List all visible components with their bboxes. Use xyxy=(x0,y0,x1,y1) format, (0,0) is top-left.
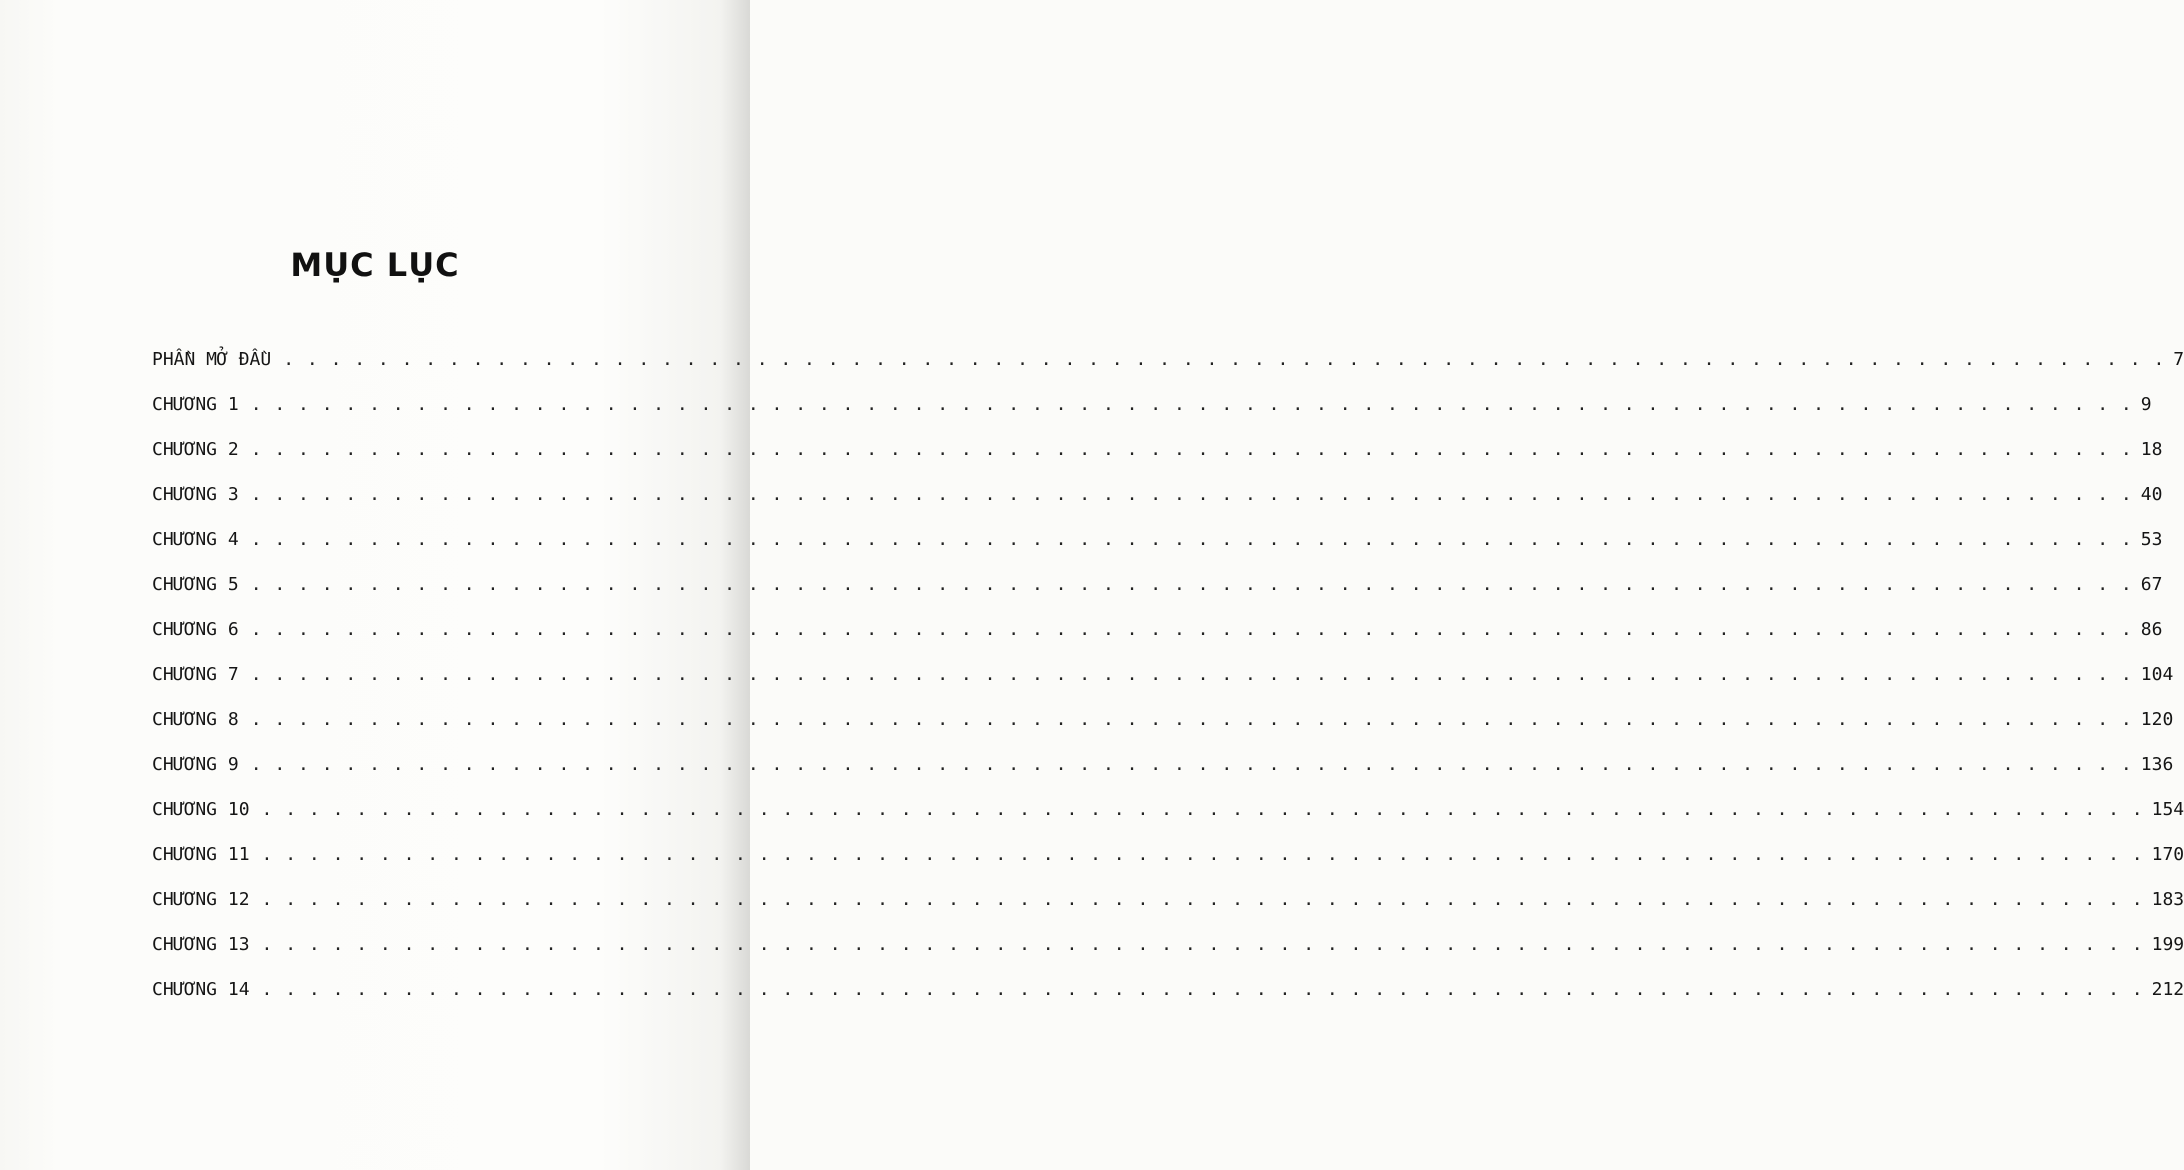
toc-entry-label: CHƯƠNG 7 xyxy=(152,664,239,685)
toc-entry-page-number: 9 xyxy=(2140,394,2152,415)
toc-entry xyxy=(152,888,2184,933)
toc-entry-label: CHƯƠNG 12 xyxy=(152,889,250,910)
dot-leader: . . . . . . . . . . . . . . . . . . . . . . . . . . . . . . . . . . . . . . . . . . . . . . . . . . . . . . . . . . . . . . . . . . . . . . . . . . . . . . . . xyxy=(250,484,2133,505)
toc-entry-label: CHƯƠNG 13 xyxy=(152,934,250,955)
dot-leader: . . . . . . . . . . . . . . . . . . . . . . . . . . . . . . . . . . . . . . . . . . . . . . . . . . . . . . . . . . . . . . . . . . . . . . . . . . . . . . . . xyxy=(250,619,2133,640)
dot-leader: . . . . . . . . . . . . . . . . . . . . . . . . . . . . . . . . . . . . . . . . . . . . . . . . . . . . . . . . . . . . . . . . . . . . . . . . . . . . . . . . xyxy=(261,934,2144,955)
toc-entry-page-number: 199 xyxy=(2151,934,2184,955)
toc-entry-label: CHƯƠNG 4 xyxy=(152,529,239,550)
toc-entry-page-number: 183 xyxy=(2151,889,2184,910)
dot-leader: . . . . . . . . . . . . . . . . . . . . . . . . . . . . . . . . . . . . . . . . . . . . . . . . . . . . . . . . . . . . . . . . . . . . . . . . . . . . . . . . xyxy=(250,754,2133,775)
toc-entry-page-number: 104 xyxy=(2140,664,2174,685)
toc-entry-label: CHƯƠNG 3 xyxy=(152,484,239,505)
toc-entry-label: CHƯƠNG 2 xyxy=(152,439,239,460)
toc-entry-page-number: 53 xyxy=(2140,529,2163,550)
toc-entry xyxy=(152,978,2184,1023)
toc-entry-page-number: 40 xyxy=(2140,484,2163,505)
dot-leader: . . . . . . . . . . . . . . . . . . . . . . . . . . . . . . . . . . . . . . . . . . . . . . . . . . . . . . . . . . . . . . . . . . . . . . . . . . . . . . . . xyxy=(250,664,2133,685)
toc-entry xyxy=(152,798,2184,843)
dot-leader: . . . . . . . . . . . . . . . . . . . . . . . . . . . . . . . . . . . . . . . . . . . . . . . . . . . . . . . . . . . . . . . . . . . . . . . . . . . . . . . . xyxy=(261,979,2144,1000)
dot-leader: . . . . . . . . . . . . . . . . . . . . . . . . . . . . . . . . . . . . . . . . . . . . . . . . . . . . . . . . . . . . . . . . . . . . . . . . . . . . . . . . xyxy=(250,529,2133,550)
toc-entry-page-number: 136 xyxy=(2140,754,2174,775)
toc-entry-label: CHƯƠNG 8 xyxy=(152,709,239,730)
toc-entry-page-number: 18 xyxy=(2140,439,2163,460)
dot-leader: . . . . . . . . . . . . . . . . . . . . . . . . . . . . . . . . . . . . . . . . . . . . . . . . . . . . . . . . . . . . . . . . . . . . . . . . . . . . . . . . xyxy=(261,844,2144,865)
toc-entry xyxy=(152,573,2163,618)
dot-leader: . . . . . . . . . . . . . . . . . . . . . . . . . . . . . . . . . . . . . . . . . . . . . . . . . . . . . . . . . . . . . . . . . . . . . . . . . . . . . . . . xyxy=(250,439,2133,460)
dot-leader: . . . . . . . . . . . . . . . . . . . . . . . . . . . . . . . . . . . . . . . . . . . . . . . . . . . . . . . . . . . . . . . . . . . . . . . . . . . . . . . . xyxy=(250,574,2133,595)
toc-entry-page-number: 120 xyxy=(2140,709,2174,730)
toc-entry-label: CHƯƠNG 5 xyxy=(152,574,239,595)
toc-entry-page-number: 154 xyxy=(2151,799,2184,820)
toc-entry xyxy=(152,438,2163,483)
toc-entry-page-number: 170 xyxy=(2151,844,2184,865)
dot-leader: . . . . . . . . . . . . . . . . . . . . . . . . . . . . . . . . . . . . . . . . . . . . . . . . . . . . . . . . . . . . . . . . . . . . . . . . . . . . . . . . xyxy=(250,709,2133,730)
toc-entry xyxy=(152,483,2163,528)
toc-entry-label: CHƯƠNG 9 xyxy=(152,754,239,775)
toc-entry-label: CHƯƠNG 14 xyxy=(152,979,250,1000)
toc-entry xyxy=(152,618,2163,663)
table-of-contents xyxy=(152,348,2184,1023)
page-title: MỤC LỤC xyxy=(290,246,460,284)
dot-leader: . . . . . . . . . . . . . . . . . . . . . . . . . . . . . . . . . . . . . . . . . . . . . . . . . . . . . . . . . . . . . . . . . . . . . . . . . . . . . . . . xyxy=(261,889,2144,910)
toc-entry-page-number: 86 xyxy=(2140,619,2163,640)
toc-entry-page-number: 212 xyxy=(2151,979,2184,1000)
toc-entry-label: CHƯƠNG 1 xyxy=(152,394,239,415)
dot-leader: . . . . . . . . . . . . . . . . . . . . . . . . . . . . . . . . . . . . . . . . . . . . . . . . . . . . . . . . . . . . . . . . . . . . . . . . . . . . . . . . xyxy=(261,799,2144,820)
toc-entry xyxy=(152,663,2174,708)
toc-entry-page-number: 67 xyxy=(2140,574,2163,595)
dot-leader: . . . . . . . . . . . . . . . . . . . . . . . . . . . . . . . . . . . . . . . . . . . . . . . . . . . . . . . . . . . . . . . . . . . . . . . . . . . . . . . . xyxy=(283,349,2166,370)
toc-entry-page-number: 7 xyxy=(2173,349,2184,370)
toc-entry-label: CHƯƠNG 11 xyxy=(152,844,250,865)
toc-entry-label: CHƯƠNG 6 xyxy=(152,619,239,640)
toc-entry xyxy=(152,753,2174,798)
toc-entry xyxy=(152,933,2184,978)
toc-entry xyxy=(152,843,2184,888)
toc-entry xyxy=(152,528,2163,573)
toc-entry xyxy=(152,348,2184,393)
toc-entry xyxy=(152,708,2174,753)
toc-entry-label: CHƯƠNG 10 xyxy=(152,799,250,820)
toc-entry xyxy=(152,393,2152,438)
toc-entry-label: PHẦN MỞ ĐẦU xyxy=(152,349,272,370)
dot-leader: . . . . . . . . . . . . . . . . . . . . . . . . . . . . . . . . . . . . . . . . . . . . . . . . . . . . . . . . . . . . . . . . . . . . . . . . . . . . . . . . xyxy=(250,394,2133,415)
